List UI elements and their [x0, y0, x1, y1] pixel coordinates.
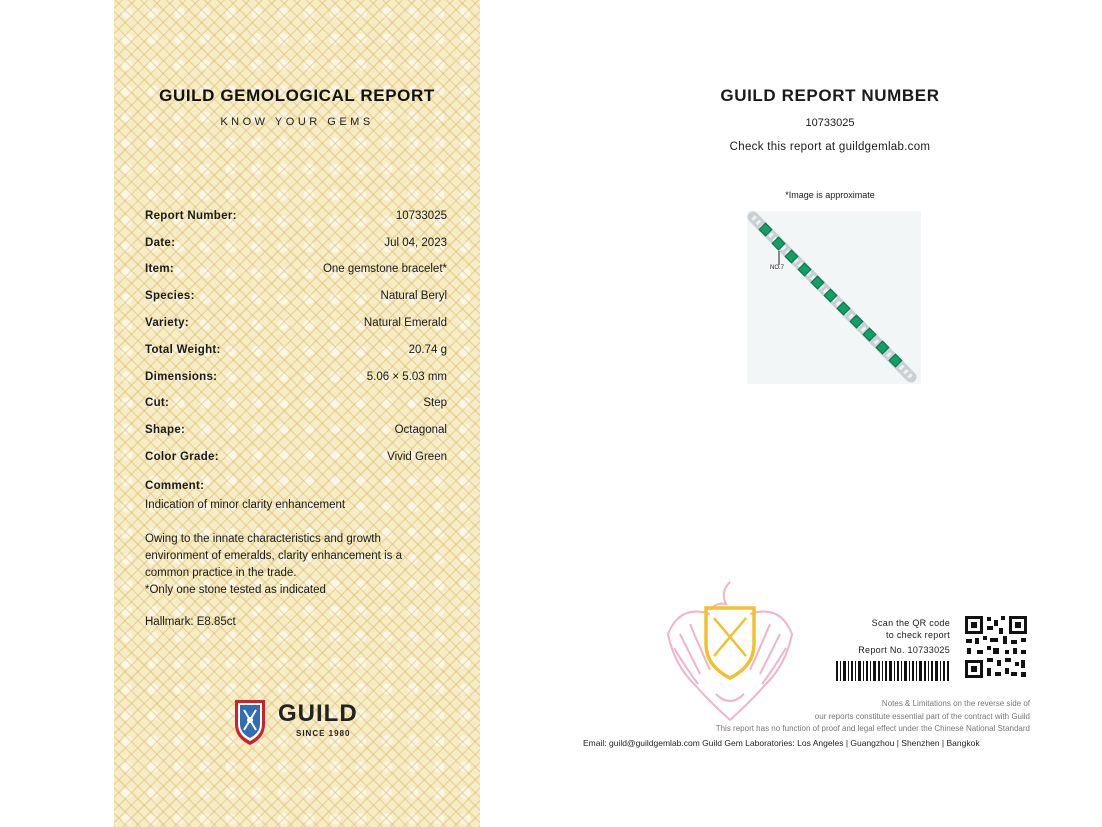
report-number: 10733025	[805, 117, 855, 129]
note-line: common practice in the trade.	[145, 567, 297, 579]
field-label: Report Number:	[145, 210, 237, 222]
field-cut	[145, 397, 447, 415]
field-label: Cut:	[145, 397, 170, 409]
notes-line: This report has no function of proof and legal effect under the Chinese National Standard	[715, 724, 1030, 733]
barcode	[836, 661, 950, 681]
photo-stone-label: NO.7	[770, 265, 785, 271]
scan-qr-text: Scan the QR code	[871, 618, 950, 628]
qr-code-icon	[963, 614, 1029, 680]
qr-code[interactable]	[963, 614, 1029, 680]
report-title: GUILD GEMOLOGICAL REPORT	[159, 86, 435, 105]
field-value: Step	[423, 397, 447, 409]
footer-contact: Email: guild@guildgemlab.com Guild Gem Laboratories: Los Angeles | Guangzhou | Shenzhen | Bangkok	[583, 738, 980, 748]
field-date	[145, 237, 447, 255]
field-item	[145, 263, 447, 281]
field-value: Natural Emerald	[363, 317, 447, 329]
guild-logo	[232, 696, 372, 746]
field-value: 5.06 × 5.03 mm	[366, 371, 447, 383]
field-value: Jul 04, 2023	[384, 237, 447, 249]
field-value: One gemstone bracelet*	[322, 263, 447, 275]
image-approx-note: *Image is approximate	[785, 190, 875, 200]
guild-shield-icon	[232, 696, 268, 746]
field-total-weight	[145, 344, 447, 362]
field-value: Vivid Green	[387, 451, 447, 463]
field-label: Dimensions:	[145, 371, 218, 383]
field-value: Natural Beryl	[380, 290, 447, 302]
emerald-bracelet-image	[747, 211, 921, 384]
field-label: Date:	[145, 237, 176, 249]
field-report-number	[145, 210, 447, 228]
field-shape	[145, 424, 447, 442]
field-color-grade	[145, 451, 447, 469]
check-report-link[interactable]: Check this report at guildgemlab.com	[729, 141, 931, 153]
field-species	[145, 290, 447, 308]
report-no-label: Report No. 10733025	[858, 645, 950, 655]
field-label: Species:	[145, 290, 195, 302]
guild-logo-since: SINCE 1980	[296, 729, 351, 738]
scan-qr-text: to check report	[885, 630, 950, 640]
barcode-icon	[836, 661, 950, 681]
field-label: Shape:	[145, 424, 186, 436]
report-number-title: GUILD REPORT NUMBER	[720, 86, 940, 105]
eagle-seal-icon	[660, 574, 800, 724]
field-label: Color Grade:	[145, 451, 219, 463]
field-label: Item:	[145, 263, 174, 275]
field-label: Total Weight:	[145, 344, 221, 356]
field-variety	[145, 317, 447, 335]
note-line: environment of emeralds, clarity enhancement is a	[145, 550, 402, 562]
guild-logo-text: GUILD	[278, 700, 358, 727]
report-left-panel	[114, 0, 480, 827]
bracelet-photo	[747, 211, 921, 384]
report-subtitle: KNOW YOUR GEMS	[220, 116, 374, 128]
comment-label: Comment:	[145, 480, 205, 492]
hallmark: Hallmark: E8.85ct	[145, 616, 236, 628]
field-value: Octagonal	[394, 424, 447, 436]
field-value: 10733025	[395, 210, 447, 222]
note-line: Owing to the innate characteristics and growth	[145, 533, 381, 545]
comment-text: Indication of minor clarity enhancement	[145, 499, 346, 511]
guild-seal-watermark	[660, 574, 800, 724]
field-value: 20.74 g	[408, 344, 447, 356]
field-dimensions	[145, 371, 447, 389]
notes-line: Notes & Limitations on the reverse side of	[881, 699, 1030, 708]
notes-line: our reports constitute essential part of the contract with Guild	[814, 712, 1030, 721]
field-label: Variety:	[145, 317, 189, 329]
note-line: *Only one stone tested as indicated	[145, 584, 326, 596]
